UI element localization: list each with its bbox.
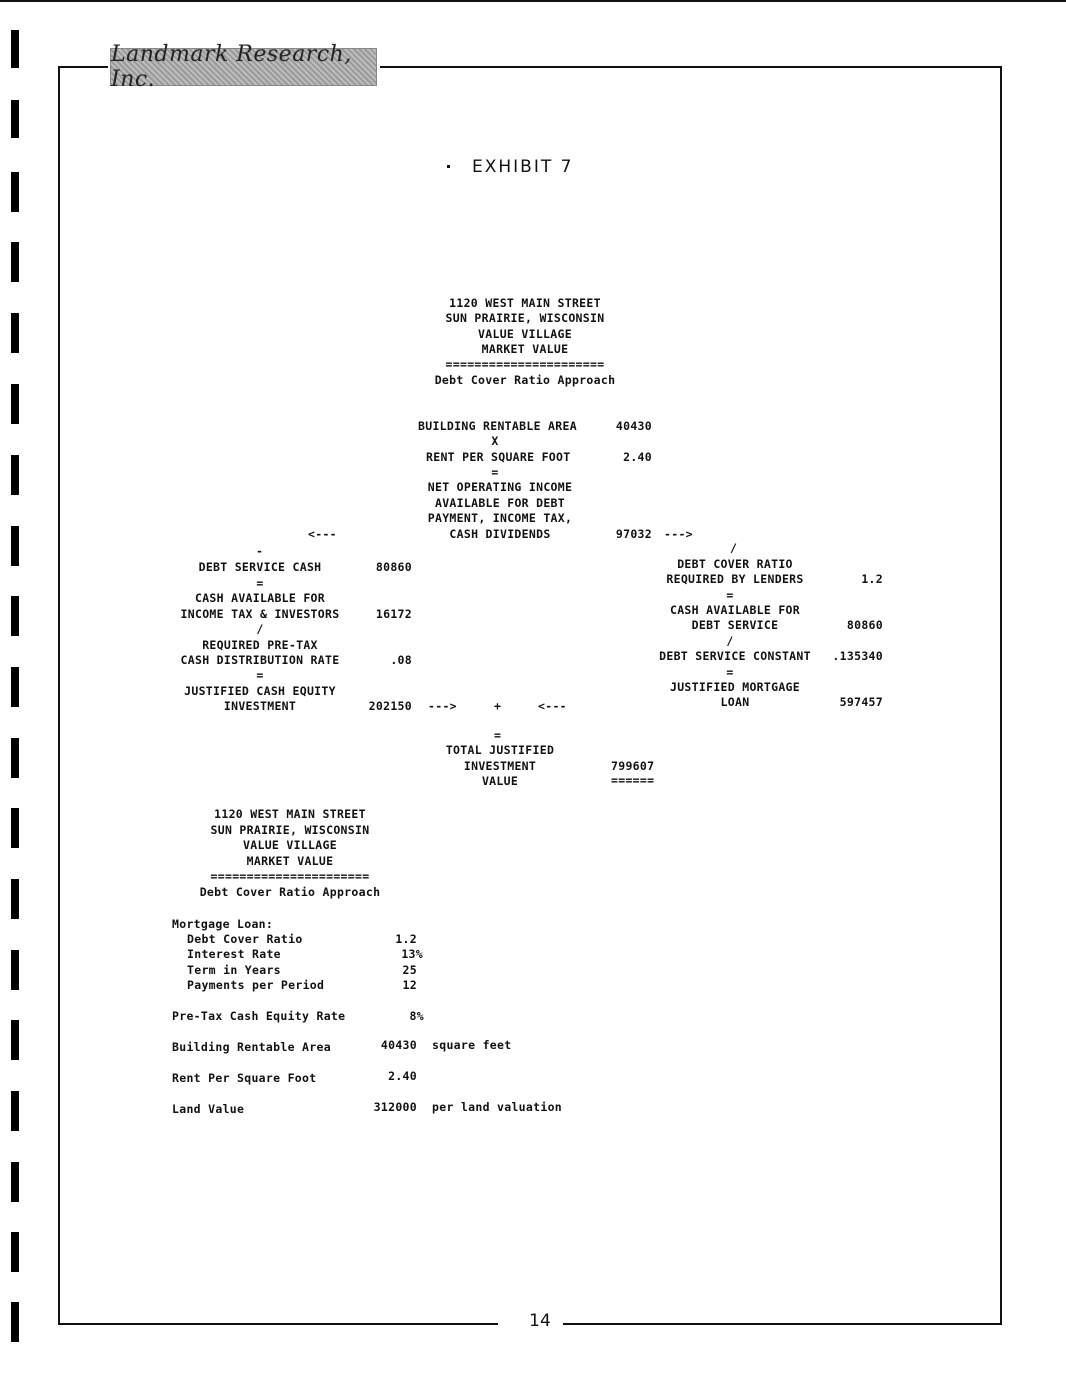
noi-line4: CASH DIVIDENDS [449,527,551,541]
land-label: Land Value [172,1102,245,1116]
arrow-left: <--- [308,527,337,541]
exhibit-title: EXHIBIT 7 [472,157,574,177]
mortgage-value: 597457 [839,695,883,709]
cash-available-value: 16172 [375,607,412,621]
mortgage-line1: JUSTIFIED MORTGAGE [669,680,801,694]
minus-sign: - [256,544,264,558]
debt-service-cash-label: DEBT SERVICE CASH [198,560,322,574]
equals-sign: = [726,588,734,602]
summary-value-type: MARKET VALUE [246,854,334,868]
debt-service-constant-label: DEBT SERVICE CONSTANT [659,649,811,663]
item-value: 13% [401,947,423,961]
item-label: Interest Rate [187,947,281,961]
cads-line2: DEBT SERVICE [691,618,779,632]
header-property: VALUE VILLAGE [478,327,572,341]
bra-label: Building Rentable Area [172,1040,331,1054]
item-value: 12 [402,978,417,992]
summary-address-line2: SUN PRAIRIE, WISCONSIN [210,823,370,837]
summary-property: VALUE VILLAGE [243,838,337,852]
item-label: Payments per Period [187,978,325,992]
rent-value: 2.40 [623,450,652,464]
arrow-right: ---> [428,699,457,713]
header-method: Debt Cover Ratio Approach [434,373,616,387]
total-line3: VALUE [481,774,519,788]
cads-value: 80860 [846,618,883,632]
header-rule: ====================== [445,357,605,371]
header-value-type: MARKET VALUE [481,342,569,356]
header-address-line1: 1120 WEST MAIN STREET [449,296,601,310]
rent-label: RENT PER SQUARE FOOT [426,450,571,464]
bra-unit: square feet [432,1038,512,1052]
bra-value: 40430 [615,419,652,433]
equity-line2: INVESTMENT [223,699,297,713]
equity-rate-label: Pre-Tax Cash Equity Rate [172,1009,346,1023]
noi-line1: NET OPERATING INCOME [427,480,573,494]
dcr-line2: REQUIRED BY LENDERS [666,572,804,586]
summary-rule: ====================== [210,869,370,883]
equals-sign: = [256,576,264,590]
arrow-right: ---> [664,527,693,541]
page-top-edge [0,0,1066,2]
equity-line1: JUSTIFIED CASH EQUITY [184,684,336,698]
cads-line1: CASH AVAILABLE FOR [669,603,801,617]
land-value: 312000 [373,1100,417,1114]
equity-rate-value: 8% [409,1009,424,1023]
rent-label: Rent Per Square Foot [172,1071,317,1085]
item-value: 25 [402,963,417,977]
equals-sign: = [256,668,264,682]
item-label: Term in Years [187,963,281,977]
noi-line3: PAYMENT, INCOME TAX, [427,511,573,525]
noi-value: 97032 [615,527,652,541]
rate-value: .08 [390,653,412,667]
equals-sign: = [494,728,502,742]
divide-sign: / [730,541,738,555]
mortgage-heading: Mortgage Loan: [172,917,274,931]
cash-available-line1: CASH AVAILABLE FOR [194,591,326,605]
logo-text: Landmark Research, Inc. [111,42,352,92]
noi-line2: AVAILABLE FOR DEBT [434,496,566,510]
total-rule: ====== [611,773,655,787]
equity-value: 202150 [368,699,412,713]
rent-value: 2.40 [388,1069,417,1083]
rate-line2: CASH DISTRIBUTION RATE [180,653,340,667]
land-note: per land valuation [432,1100,563,1114]
arrow-left: <--- [538,699,567,713]
total-value: 799607 [611,759,655,773]
divide-sign: / [256,622,264,636]
divide-sign: / [726,634,734,648]
mortgage-line2: LOAN [720,695,750,709]
times-sign: X [491,434,499,448]
dcr-line1: DEBT COVER RATIO [677,557,793,571]
equals-sign: = [726,665,734,679]
bra-value: 40430 [380,1038,417,1052]
equals-sign: = [491,465,499,479]
rate-line1: REQUIRED PRE-TAX [202,638,318,652]
summary-method: Debt Cover Ratio Approach [199,885,381,899]
plus-sign: + [494,699,502,713]
bullet-dot [447,165,450,168]
total-line1: TOTAL JUSTIFIED [445,743,555,757]
company-logo [110,42,377,92]
header-address-line2: SUN PRAIRIE, WISCONSIN [445,311,605,325]
debt-service-constant-value: .135340 [832,649,883,663]
page-number: 14 [529,1311,551,1331]
summary-address-line1: 1120 WEST MAIN STREET [214,807,366,821]
item-value: 1.2 [395,932,417,946]
item-label: Debt Cover Ratio [187,932,303,946]
bra-label: BUILDING RENTABLE AREA [418,419,577,433]
total-line2: INVESTMENT [463,759,537,773]
debt-service-cash-value: 80860 [375,560,412,574]
cash-available-line2: INCOME TAX & INVESTORS [180,607,340,621]
dcr-value: 1.2 [861,572,883,586]
